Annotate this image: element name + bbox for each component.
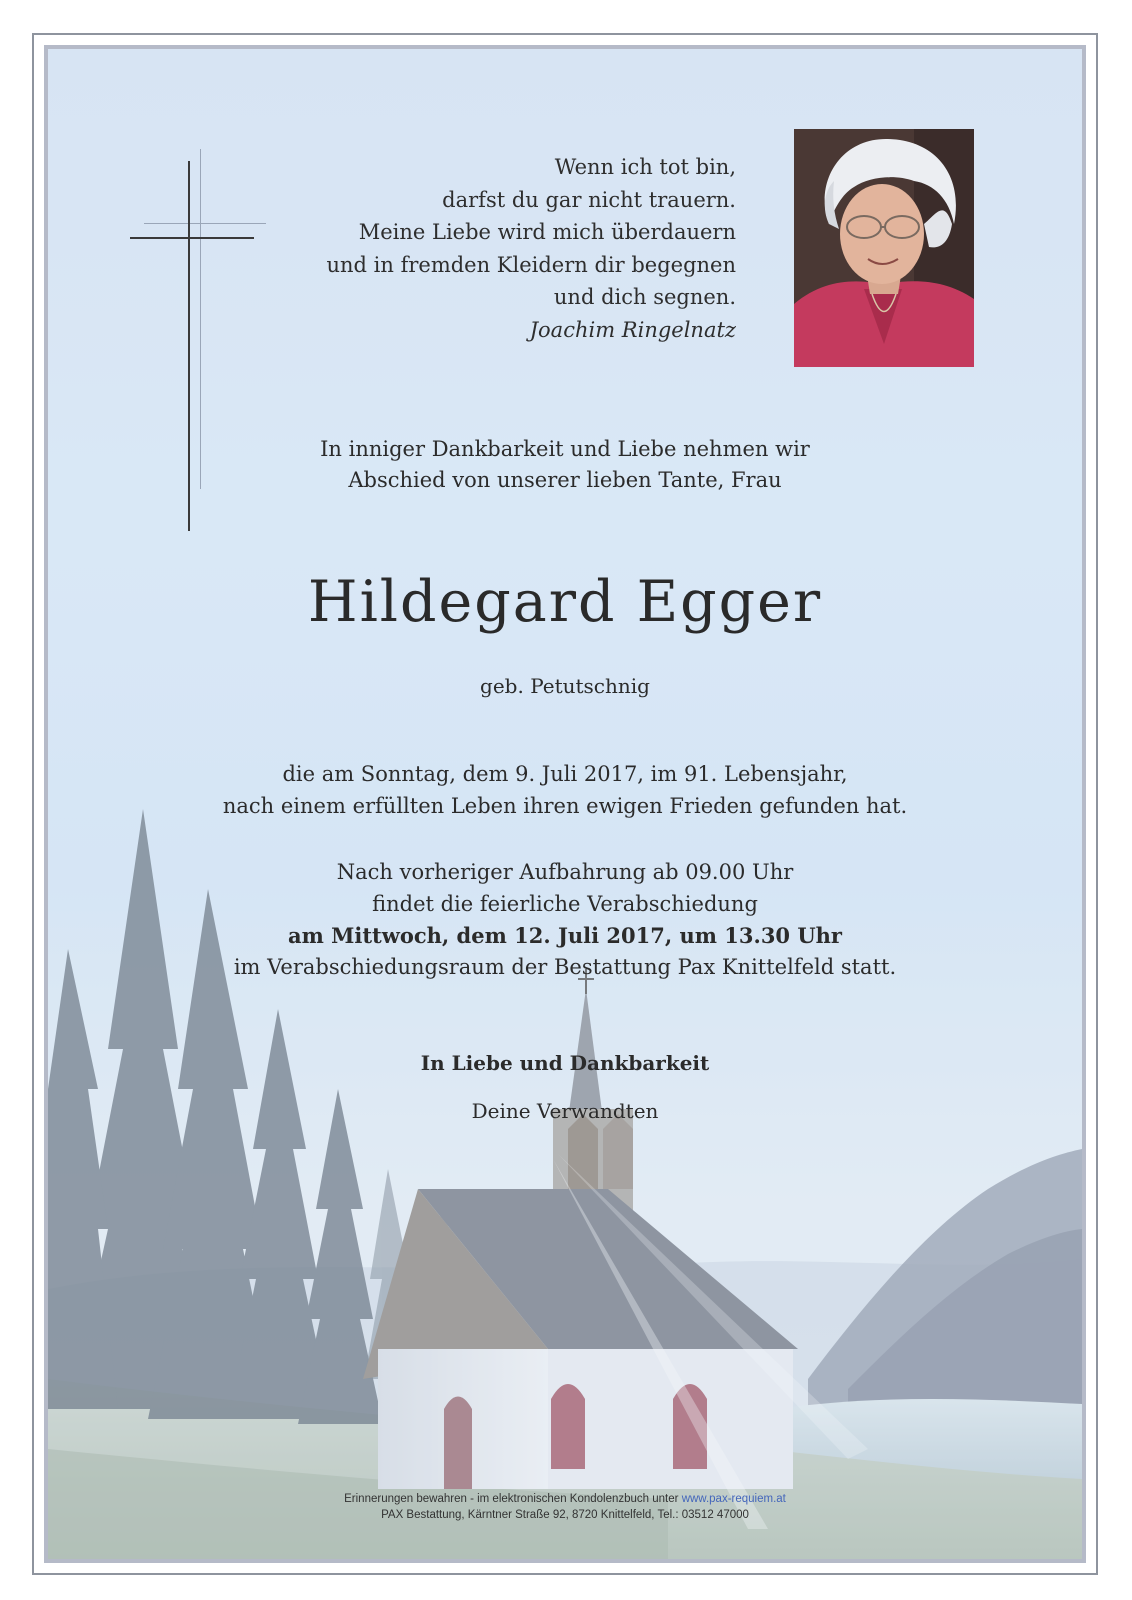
portrait-photo bbox=[794, 129, 974, 367]
quote-author: Joachim Ringelnatz bbox=[529, 317, 736, 342]
ceremony-line: Nach vorheriger Aufbahrung ab 09.00 Uhr bbox=[336, 860, 794, 884]
quote-line: und in fremden Kleidern dir begegnen bbox=[326, 252, 736, 277]
ceremony-info bbox=[48, 857, 1082, 983]
death-notice bbox=[48, 759, 1082, 822]
death-line: nach einem erfüllten Leben ihren ewigen Frieden gefunden hat. bbox=[222, 793, 908, 818]
quote-line: Meine Liebe wird mich überdauern bbox=[358, 220, 736, 244]
quote-line: und dich segnen. bbox=[553, 285, 736, 309]
signature: Deine Verwandten bbox=[471, 1099, 659, 1123]
footer bbox=[48, 1491, 1082, 1523]
poem-quote bbox=[327, 151, 737, 346]
footer-address: PAX Bestattung, Kärntner Straße 92, 8720 Knittelfeld, Tel.: 03512 47000 bbox=[381, 1509, 749, 1521]
ceremony-line: im Verabschiedungsraum der Bestattung Pax Knittelfeld statt. bbox=[233, 954, 897, 979]
footer-line1 bbox=[48, 1491, 1082, 1507]
quote-line: darfst du gar nicht trauern. bbox=[442, 187, 736, 212]
intro-line: In inniger Dankbarkeit und Liebe nehmen wir bbox=[320, 437, 810, 461]
intro-line: Abschied von unserer lieben Tante, Frau bbox=[348, 468, 782, 492]
quote-line: Wenn ich tot bin, bbox=[554, 155, 736, 179]
obituary-card bbox=[44, 45, 1086, 1563]
death-line: die am Sonntag, dem 9. Juli 2017, im 91. Lebensjahr, bbox=[282, 762, 848, 786]
closing-phrase: In Liebe und Dankbarkeit bbox=[420, 1051, 710, 1075]
condolence-link[interactable]: www.pax-requiem.at bbox=[681, 1493, 786, 1505]
footer-condolence-text: Erinnerungen bewahren - im elektronischen Kondolenzbuch unter bbox=[344, 1493, 679, 1505]
ceremony-line: findet die feierliche Verabschiedung bbox=[372, 891, 758, 916]
ceremony-date: am Mittwoch, dem 12. Juli 2017, um 13.30 Uhr bbox=[288, 923, 842, 948]
deceased-name: Hildegard Egger bbox=[307, 569, 823, 635]
birth-name: geb. Petutschnig bbox=[480, 674, 650, 698]
intro-text bbox=[48, 434, 1082, 496]
